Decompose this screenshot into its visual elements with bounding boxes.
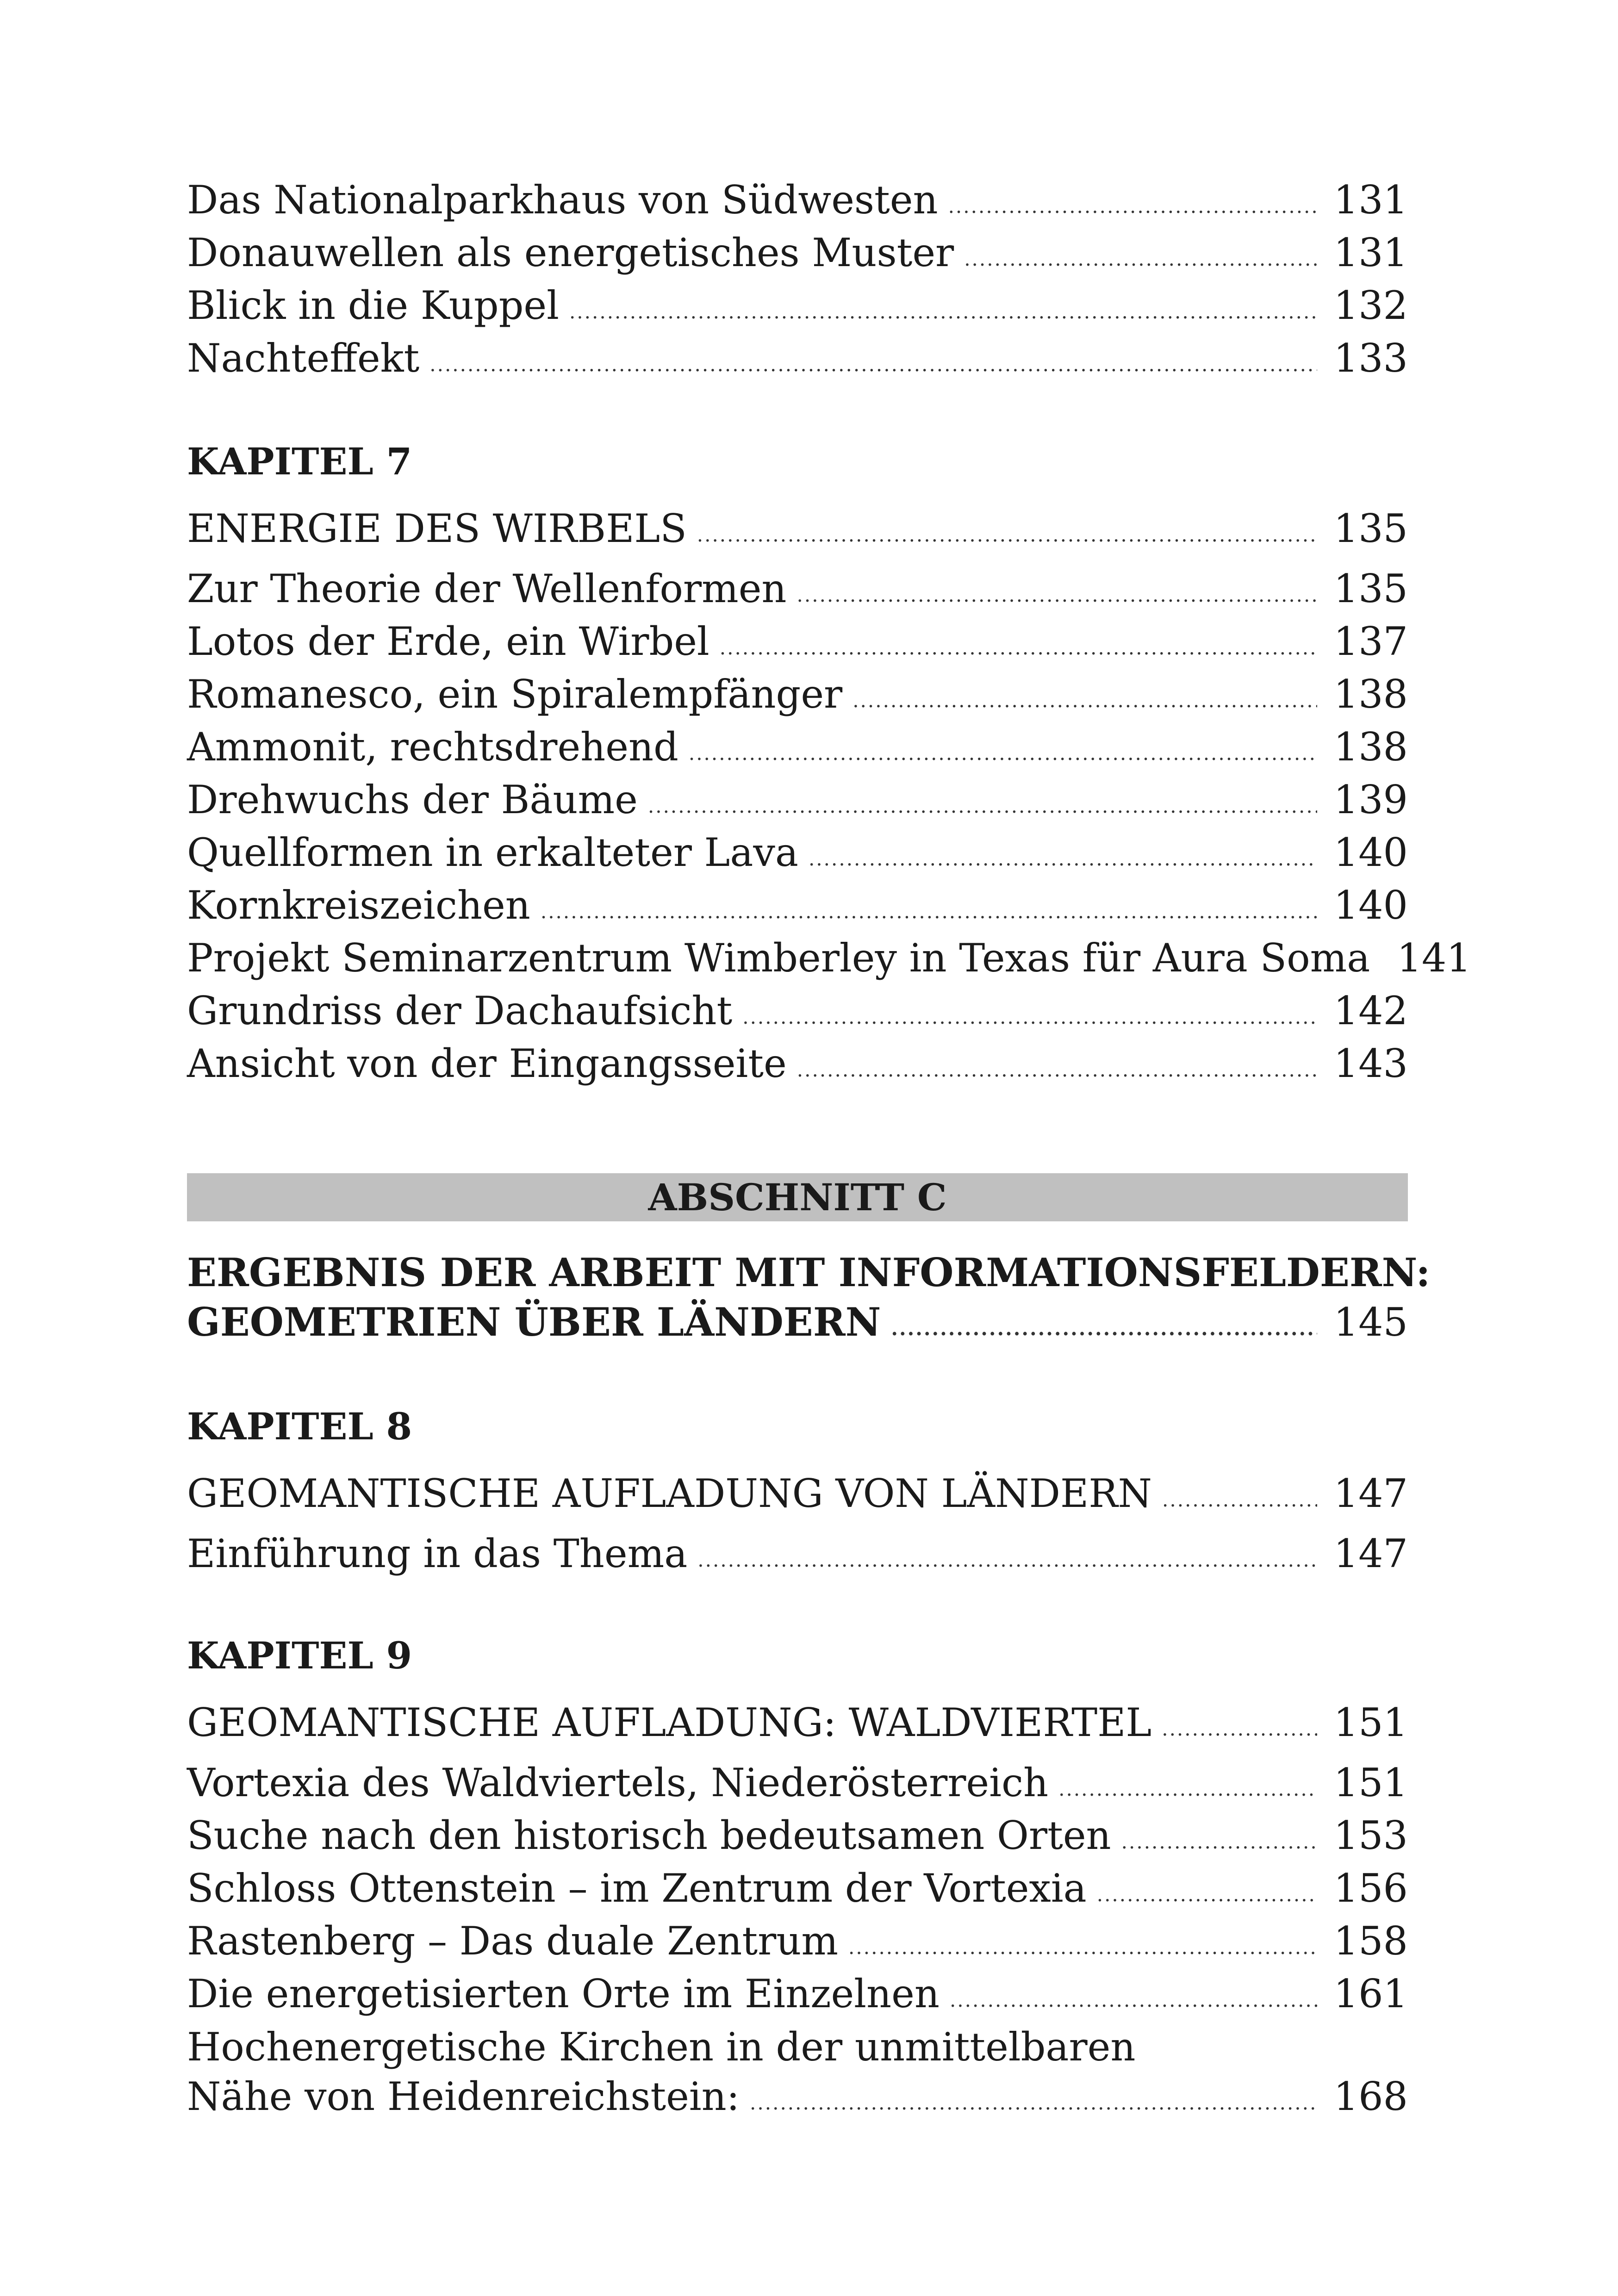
- entry-title: Grundriss der Dachaufsicht: [187, 988, 733, 1033]
- entry-page: 133: [1333, 336, 1408, 381]
- entry-page: 153: [1333, 1813, 1408, 1858]
- entry-page: 135: [1333, 506, 1408, 551]
- entry-page: 156: [1333, 1866, 1408, 1911]
- toc-entry: [187, 2070, 1408, 2123]
- toc-entry: [187, 984, 1408, 1037]
- entry-page: 141: [1397, 935, 1471, 981]
- dot-leader: [853, 691, 1317, 721]
- entry-title-line1: Hochenergetische Kirchen in der unmittelbaren: [187, 2024, 1136, 2070]
- chapter-heading-9: KAPITEL 9: [187, 1634, 412, 1677]
- toc-entry: [187, 332, 1408, 385]
- chapter-9-last-entry: [187, 2024, 1408, 2123]
- dot-leader: [797, 1060, 1317, 1090]
- dot-leader: [1097, 1885, 1317, 1915]
- entry-title: Donauwellen als energetisches Muster: [187, 230, 954, 275]
- dot-leader: [964, 249, 1317, 279]
- chapter-heading-7: KAPITEL 7: [187, 440, 412, 483]
- entry-page: 151: [1333, 1760, 1408, 1805]
- entry-page: 135: [1333, 566, 1408, 611]
- toc-entry: [187, 1967, 1408, 2020]
- entry-page: 168: [1333, 2074, 1408, 2119]
- entry-title: Blick in die Kuppel: [187, 283, 559, 328]
- toc-entry: [187, 1696, 1408, 1749]
- dot-leader: [891, 1319, 1317, 1349]
- entry-title: Schloss Ottenstein – im Zentrum der Vortexia: [187, 1866, 1087, 1911]
- toc-entry: [187, 773, 1408, 826]
- entry-title: Zur Theorie der Wellenformen: [187, 566, 787, 611]
- toc-entry: [187, 226, 1408, 279]
- dot-leader: [742, 1008, 1317, 1037]
- entry-title: Ansicht von der Eingangsseite: [187, 1041, 787, 1086]
- chapter-heading-8: KAPITEL 8: [187, 1405, 412, 1448]
- entry-title-line2: GEOMETRIEN ÜBER LÄNDERN: [187, 1299, 881, 1345]
- entry-page: 147: [1333, 1471, 1408, 1516]
- entry-title: Rastenberg – Das duale Zentrum: [187, 1918, 839, 1964]
- dot-leader: [809, 849, 1317, 879]
- dot-leader: [848, 1938, 1317, 1967]
- toc-entry: [187, 502, 1408, 555]
- entry-title: Kornkreiszeichen: [187, 883, 530, 928]
- entry-title: Romanesco, ein Spiralempfänger: [187, 672, 843, 717]
- dot-leader: [750, 2093, 1317, 2123]
- dot-leader: [648, 796, 1317, 826]
- dot-leader: [429, 355, 1317, 385]
- toc-entry: [187, 1862, 1408, 1915]
- entry-title: Projekt Seminarzentrum Wimberley in Texas für Aura Soma: [187, 935, 1370, 981]
- entry-page: 142: [1333, 988, 1408, 1033]
- entry-title: Einführung in das Thema: [187, 1531, 688, 1576]
- toc-entry: [187, 279, 1408, 332]
- entry-title: GEOMANTISCHE AUFLADUNG: WALDVIERTEL: [187, 1700, 1152, 1745]
- entry-title: ENERGIE DES WIRBELS: [187, 506, 687, 551]
- entry-title: Quellformen in erkalteter Lava: [187, 830, 798, 875]
- entry-page: 131: [1333, 177, 1408, 223]
- entry-title: Ammonit, rechtsdrehend: [187, 724, 678, 770]
- entry-title: Lotos der Erde, ein Wirbel: [187, 619, 709, 664]
- dot-leader: [797, 585, 1317, 615]
- dot-leader: [541, 902, 1317, 932]
- entry-page: 131: [1333, 230, 1408, 275]
- toc-entry: [187, 1296, 1408, 1349]
- dot-leader: [689, 744, 1317, 773]
- dot-leader: [1162, 1490, 1317, 1520]
- entry-page: 161: [1333, 1971, 1408, 2016]
- dot-leader: [950, 1991, 1317, 2020]
- dot-leader: [697, 525, 1317, 555]
- chapter-7-main: [187, 502, 1408, 555]
- entry-page: 139: [1333, 777, 1408, 822]
- toc-top-group: [187, 174, 1408, 385]
- entry-title: Drehwuchs der Bäume: [187, 777, 638, 822]
- entry-title: Suche nach den historisch bedeutsamen Orten: [187, 1813, 1111, 1858]
- toc-entry: [187, 932, 1471, 984]
- entry-page: 132: [1333, 283, 1408, 328]
- entry-page: 140: [1333, 883, 1408, 928]
- entry-page: 145: [1333, 1300, 1408, 1345]
- toc-entry: [187, 1527, 1408, 1580]
- chapter-8-main: [187, 1467, 1408, 1520]
- dot-leader: [1162, 1719, 1317, 1749]
- toc-entry: [187, 826, 1408, 879]
- entry-title: Nachteffekt: [187, 336, 420, 381]
- toc-entry: [187, 1809, 1408, 1862]
- toc-entry: [187, 879, 1408, 932]
- toc-entry: [187, 668, 1408, 721]
- entry-title: Die energetisierten Orte im Einzelnen: [187, 1971, 940, 2016]
- toc-entry: [187, 1037, 1408, 1090]
- chapter-7-entries: [187, 562, 1471, 1090]
- dot-leader: [1121, 1832, 1317, 1862]
- dot-leader: [948, 197, 1317, 226]
- entry-page: 138: [1333, 724, 1408, 770]
- entry-page: 138: [1333, 672, 1408, 717]
- entry-page: 137: [1333, 619, 1408, 664]
- toc-entry: [187, 615, 1408, 668]
- entry-title: GEOMANTISCHE AUFLADUNG VON LÄNDERN: [187, 1471, 1152, 1516]
- toc-entry: [187, 1467, 1408, 1520]
- section-banner: ABSCHNITT C: [187, 1173, 1408, 1221]
- toc-entry: [187, 562, 1408, 615]
- entry-page: 140: [1333, 830, 1408, 875]
- chapter-9-entries: [187, 1756, 1408, 2020]
- toc-page: [187, 0, 1471, 2296]
- chapter-9-main: [187, 1696, 1408, 1749]
- entry-title-line1: ERGEBNIS DER ARBEIT MIT INFORMATIONSFELDERN:: [187, 1250, 1431, 1295]
- entry-title: Vortexia des Waldviertels, Niederösterreich: [187, 1760, 1049, 1805]
- toc-entry: [187, 174, 1408, 226]
- chapter-8-entries: [187, 1527, 1408, 1580]
- entry-page: 158: [1333, 1918, 1408, 1964]
- toc-entry: [187, 721, 1408, 773]
- entry-page: 143: [1333, 1041, 1408, 1086]
- entry-title: Das Nationalparkhaus von Südwesten: [187, 177, 938, 223]
- dot-leader: [697, 1550, 1317, 1580]
- toc-entry: [187, 1915, 1408, 1967]
- section-c-entry: [187, 1250, 1431, 1349]
- dot-leader: [720, 638, 1317, 668]
- dot-leader: [569, 302, 1317, 332]
- toc-entry: [187, 1756, 1408, 1809]
- entry-page: 151: [1333, 1700, 1408, 1745]
- entry-page: 147: [1333, 1531, 1408, 1576]
- entry-title-line2: Nähe von Heidenreichstein:: [187, 2074, 740, 2119]
- dot-leader: [1058, 1780, 1317, 1809]
